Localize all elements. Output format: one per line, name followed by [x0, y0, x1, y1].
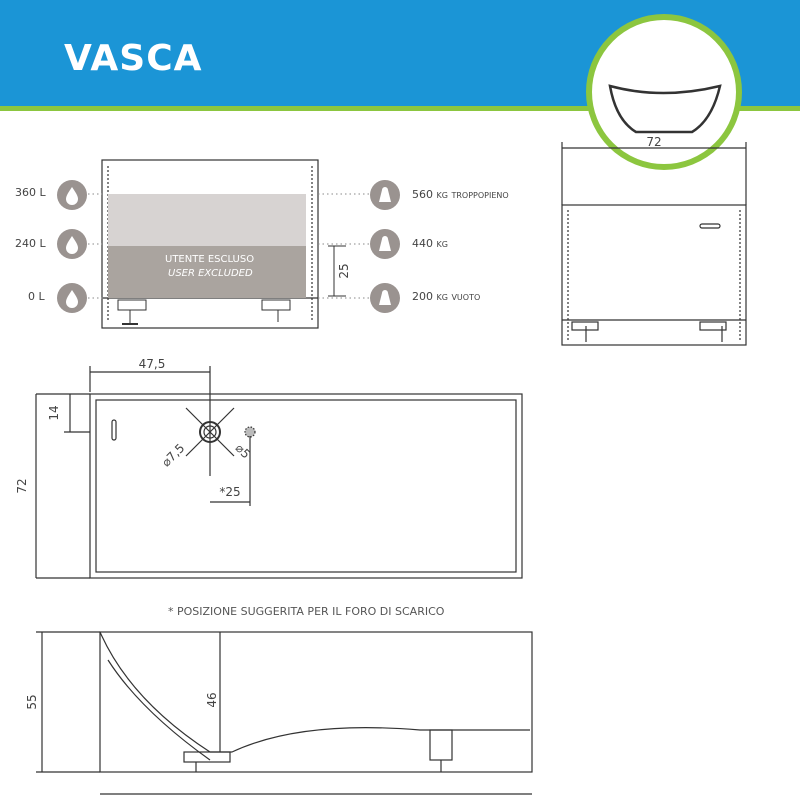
volume-level-360: 360 L — [15, 186, 46, 199]
weight-value: 560 — [412, 188, 433, 201]
dim-water-depth: 25 — [337, 263, 351, 279]
water-drop-icon — [57, 283, 87, 313]
dim-drain-offset: 47,5 — [138, 357, 166, 371]
side-view — [562, 142, 746, 345]
water-drop-icon — [57, 180, 87, 210]
weight-unit: KG — [436, 293, 448, 302]
dim-tub-width: 72 — [15, 478, 29, 494]
weight-unit: KG — [436, 240, 448, 249]
dim-inner-depth: 46 — [205, 692, 219, 708]
weight-value: 200 — [412, 290, 433, 303]
water-level-upper-fill — [108, 194, 306, 246]
section-view — [36, 632, 532, 794]
weight-icon — [370, 283, 400, 313]
page-title: VASCA — [64, 38, 203, 79]
dim-overflow-diameter: ⌀5 — [232, 440, 254, 462]
weight-label-200 — [412, 290, 480, 303]
dim-side-width: 72 — [646, 135, 662, 149]
weight-note: TROPPOPIENO — [451, 191, 509, 200]
user-excluded-en: USER EXCLUDED — [168, 268, 253, 279]
dim-tub-height: 55 — [25, 694, 39, 710]
dim-overflow-offset: *25 — [219, 485, 241, 499]
volume-level-240: 240 L — [15, 237, 46, 250]
weight-icon — [370, 180, 400, 210]
weight-value: 440 — [412, 237, 433, 250]
front-feet — [118, 300, 290, 324]
plan-view — [36, 366, 522, 578]
volume-level-0: 0 L — [28, 290, 45, 303]
weight-label-560 — [412, 188, 509, 201]
weight-unit: KG — [436, 191, 448, 200]
dim-drain-from-edge: 14 — [47, 405, 61, 421]
weight-icon — [370, 229, 400, 259]
user-excluded-it: UTENTE ESCLUSO — [165, 254, 255, 265]
weight-note: VUOTO — [451, 293, 481, 302]
weight-label-440 — [412, 237, 448, 250]
footnote: * POSIZIONE SUGGERITA PER IL FORO DI SCARICO — [168, 605, 445, 618]
dim-drain-diameter: ⌀7,5 — [158, 440, 188, 470]
technical-drawing — [0, 110, 800, 800]
water-drop-icon — [57, 229, 87, 259]
